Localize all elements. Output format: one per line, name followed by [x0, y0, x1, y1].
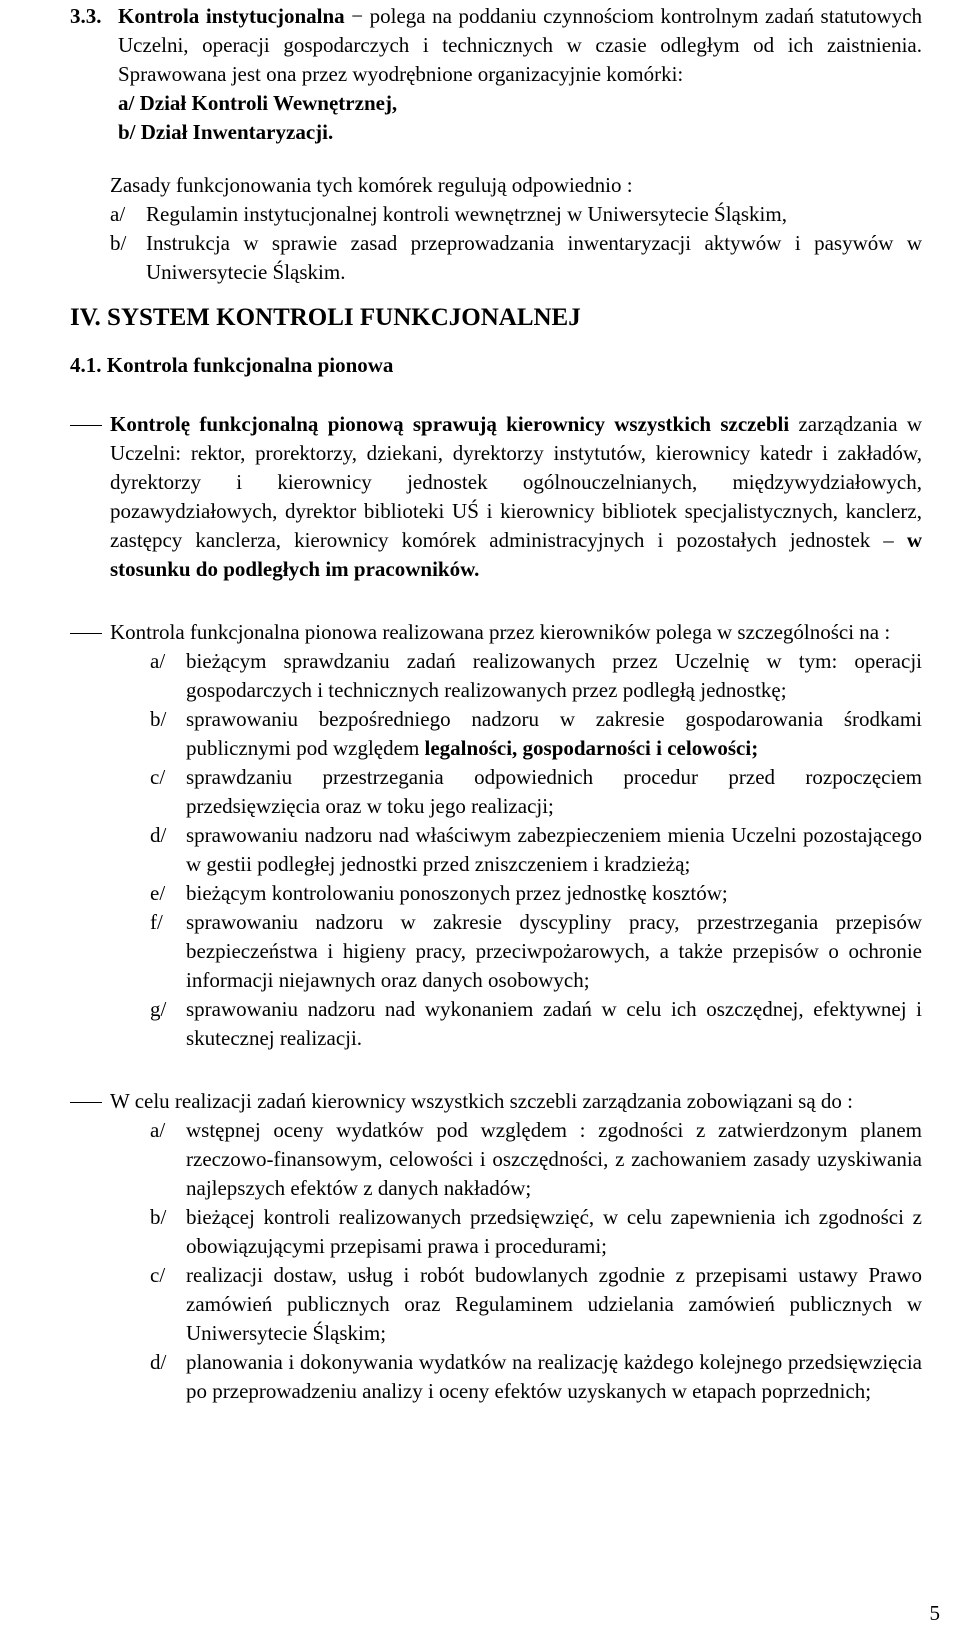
- bold-tail: w stosunku do podległych im pracowników.: [110, 528, 922, 581]
- list-text: bieżącym sprawdzaniu zadań realizowanych przez Uczelnię w tym: operacji gospodarczych i technicznych realizowanych przez podległą jednostkę;: [186, 649, 922, 702]
- duties-list: [150, 647, 922, 1053]
- list-text: Instrukcja w sprawie zasad przeprowadzania inwentaryzacji aktywów i pasywów w Uniwersytecie Śląskim.: [146, 231, 922, 284]
- dash-marker: [70, 425, 102, 426]
- list-label: b/: [150, 1205, 167, 1229]
- list-item: [150, 1116, 922, 1203]
- list-label: c/: [150, 765, 166, 789]
- paragraph-vertical-control: [110, 410, 922, 584]
- section-body: polega na poddaniu czynnościom kontrolnym zadań statutowych Uczelni, operacji gospodarczych i technicznych w czasie odległym od ich zaistnienia. Sprawowana jest ona przez wyodrębnione organizacyjnie komórki:: [118, 4, 923, 86]
- rules-intro: Zasady funkcjonowania tych komórek regulują odpowiednio :: [110, 173, 633, 197]
- bold-phrase: legalności, gospodarności i celowości;: [424, 736, 759, 760]
- list-text: bieżącym kontrolowaniu ponoszonych przez jednostkę kosztów;: [186, 881, 728, 905]
- list-label: d/: [150, 1350, 167, 1374]
- list-label: b/: [110, 231, 127, 255]
- list-item: [150, 647, 922, 705]
- list-item: [150, 995, 922, 1053]
- list-label: c/: [150, 1263, 166, 1287]
- page-number: 5: [929, 1601, 940, 1625]
- list-label: a/: [110, 202, 126, 226]
- list-item: [150, 879, 922, 908]
- list-item: [110, 229, 922, 287]
- list-text: bieżącej kontroli realizowanych przedsięwzięć, w celu zapewnienia ich zgodności z obowiązującymi przepisami prawa i procedurami;: [186, 1205, 922, 1258]
- dash-marker: [70, 633, 102, 634]
- list-label: a/: [150, 1118, 166, 1142]
- list-item: [150, 908, 922, 995]
- section-3-3: [70, 2, 922, 147]
- list-text: planowania i dokonywania wydatków na realizację każdego kolejnego przedsięwzięcia po przeprowadzeniu analizy i oceny efektów uzyskanych w etapach poprzednich;: [186, 1350, 922, 1403]
- obligations-list: [150, 1116, 922, 1406]
- unit-item: b/ Dział Inwentaryzacji.: [118, 120, 334, 144]
- list-text: sprawowaniu nadzoru nad właściwym zabezpieczeniem mienia Uczelni pozostającego w gestii podległej jednostki przed zniszczeniem i kradzieżą;: [186, 823, 922, 876]
- rules-block: [110, 171, 922, 287]
- paragraph-consists-of: [110, 618, 922, 1053]
- paragraph-text: zarządzania w Uczelni: rektor, prorektorzy, dziekani, dyrektorzy instytutów, kierownicy katedr i zakładów, dyrektorzy i kierownicy jednostek ogólnouczelnianych, międzywydziałowych, pozawydziałowych, dyrektor biblioteki UŚ i kierownicy bibliotek specjalistycznych, kanclerz, zastępcy kanclerza, kierownicy komórek administracyjnych i pozostałych jednostek –: [110, 412, 922, 552]
- document-page: [70, 2, 922, 1406]
- list-label: e/: [150, 881, 166, 905]
- section-3-3-text: [118, 2, 922, 89]
- list-item: [150, 1348, 922, 1406]
- em-dash: −: [351, 4, 364, 28]
- unit-item: a/ Dział Kontroli Wewnętrznej,: [118, 91, 398, 115]
- paragraph-obligations: [110, 1087, 922, 1406]
- bold-lead: Kontrolę funkcjonalną pionową sprawują kierownicy wszystkich szczebli: [110, 412, 790, 436]
- list-label: a/: [150, 649, 166, 673]
- list-item: [110, 200, 922, 229]
- dash-marker: [70, 1102, 102, 1103]
- list-text: realizacji dostaw, usług i robót budowlanych zgodnie z przepisami ustawy Prawo zamówień publicznych oraz Regulaminem udzielania zamówień publicznych w Uniwersytecie Śląskim;: [186, 1263, 922, 1345]
- list-label: b/: [150, 707, 167, 731]
- list-text: Regulamin instytucjonalnej kontroli wewnętrznej w Uniwersytecie Śląskim,: [146, 202, 787, 226]
- paragraph-intro: W celu realizacji zadań kierownicy wszystkich szczebli zarządzania zobowiązani są do :: [110, 1089, 853, 1113]
- list-text: sprawowaniu nadzoru w zakresie dyscypliny pracy, przestrzegania przepisów bezpieczeństwa i higieny pracy, przeciwpożarowych, a także przepisów o ochronie informacji niejawnych oraz danych osobowych;: [186, 910, 922, 992]
- list-item: [150, 763, 922, 821]
- chapter-heading: IV. SYSTEM KONTROLI FUNKCJONALNEJ: [70, 304, 581, 331]
- list-item: [150, 705, 922, 763]
- list-item: [150, 1261, 922, 1348]
- list-item: [150, 821, 922, 879]
- list-label: d/: [150, 823, 167, 847]
- list-label: f/: [150, 910, 163, 934]
- list-text: sprawowaniu nadzoru nad wykonaniem zadań w celu ich oszczędnej, efektywnej i skutecznej realizacji.: [186, 997, 922, 1050]
- list-label: g/: [150, 997, 167, 1021]
- list-item: [150, 1203, 922, 1261]
- section-title: Kontrola instytucjonalna: [118, 4, 345, 28]
- list-text: wstępnej oceny wydatków pod względem : zgodności z zatwierdzonym planem rzeczowo-finansowym, celowości i oszczędności, z zachowaniem zasady uzyskiwania najlepszych efektów z danych nakładów;: [186, 1118, 922, 1200]
- list-text: sprawdzaniu przestrzegania odpowiednich procedur przed rozpoczęciem przedsięwzięcia oraz w toku jego realizacji;: [186, 765, 922, 818]
- section-heading: 4.1. Kontrola funkcjonalna pionowa: [70, 353, 394, 377]
- section-number: 3.3.: [70, 4, 102, 28]
- paragraph-intro: Kontrola funkcjonalna pionowa realizowana przez kierowników polega w szczególności na :: [110, 620, 891, 644]
- list-text: sprawowaniu bezpośredniego nadzoru w zakresie gospodarowania środkami publicznymi pod względem legalności, gospodarności i celowości;: [186, 707, 922, 760]
